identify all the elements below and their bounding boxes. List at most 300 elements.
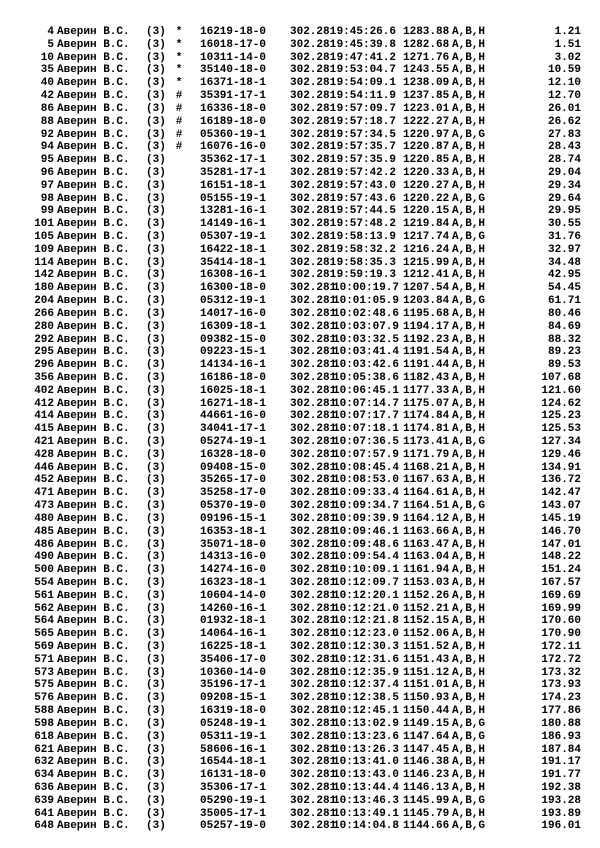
- distance-cell: 302.281: [290, 256, 337, 269]
- speed-cell: 1192.23: [403, 333, 450, 346]
- distance-cell: 302.281: [290, 628, 337, 641]
- class-cell: (3): [146, 205, 166, 218]
- score-cell: 177.86: [541, 705, 581, 718]
- category-cell: A,B,H: [452, 26, 486, 38]
- results-table: [0, 26, 600, 833]
- table-row: [0, 628, 600, 641]
- table-row: [0, 52, 600, 65]
- arrival-time-cell: 9:57:18.7: [336, 115, 396, 128]
- ring-number-cell: 16336-18-0: [200, 102, 267, 115]
- ring-number-cell: 16151-18-1: [200, 179, 267, 192]
- class-cell: (3): [146, 51, 166, 64]
- arrival-time-cell: 10:13:49.1: [333, 807, 400, 820]
- arrival-time-cell: 9:57:44.5: [336, 205, 396, 218]
- class-cell: (3): [146, 794, 166, 807]
- distance-cell: 302.281: [290, 26, 337, 38]
- speed-cell: 1191.44: [403, 359, 450, 372]
- distance-cell: 302.281: [290, 115, 337, 128]
- category-cell: A,B,H: [452, 359, 486, 372]
- score-cell: 193.28: [541, 794, 581, 807]
- fancier-name-cell: Аверин В.С.: [57, 436, 130, 448]
- rank-cell: 421: [34, 436, 54, 448]
- ring-number-cell: 16309-18-1: [200, 320, 267, 333]
- category-cell: A,B,G: [452, 436, 486, 448]
- ring-number-cell: 09223-15-1: [200, 346, 267, 359]
- distance-cell: 302.281: [290, 410, 337, 423]
- score-cell: 88.32: [547, 333, 581, 346]
- fancier-name-cell: Аверин В.С.: [57, 154, 130, 167]
- class-cell: (3): [146, 243, 166, 256]
- category-cell: A,B,H: [452, 666, 486, 679]
- category-cell: A,B,H: [452, 589, 486, 602]
- distance-cell: 302.281: [290, 102, 337, 115]
- arrival-time-cell: 10:08:45.4: [333, 461, 400, 474]
- arrival-time-cell: 9:47:41.2: [336, 51, 396, 64]
- fancier-name-cell: Аверин В.С.: [57, 769, 130, 782]
- table-row: [0, 385, 600, 398]
- ring-number-cell: 05370-19-0: [200, 500, 267, 513]
- fancier-name-cell: Аверин В.С.: [57, 333, 130, 346]
- ring-number-cell: 13281-16-1: [200, 205, 267, 218]
- rank-cell: 573: [34, 666, 54, 679]
- fancier-name-cell: Аверин В.С.: [57, 641, 130, 653]
- class-cell: (3): [146, 576, 166, 589]
- score-cell: 27.83: [547, 128, 581, 141]
- distance-cell: 302.281: [290, 461, 337, 474]
- arrival-time-cell: 9:57:48.2: [336, 218, 396, 231]
- table-row: [0, 462, 600, 475]
- class-cell: (3): [146, 807, 166, 820]
- fancier-name-cell: Аверин В.С.: [57, 51, 130, 64]
- table-row: [0, 398, 600, 411]
- rank-cell: 5: [47, 38, 54, 51]
- distance-cell: 302.281: [290, 154, 337, 167]
- table-row: [0, 449, 600, 462]
- class-cell: (3): [146, 641, 166, 653]
- score-cell: 125.53: [541, 423, 581, 436]
- distance-cell: 302.281: [290, 448, 337, 461]
- table-row: [0, 590, 600, 603]
- table-row: [0, 808, 600, 821]
- fancier-name-cell: Аверин В.С.: [57, 141, 130, 154]
- ring-number-cell: 05312-19-1: [200, 295, 267, 308]
- table-row: [0, 244, 600, 257]
- speed-cell: 1182.43: [403, 371, 450, 384]
- speed-cell: 1237.85: [403, 90, 450, 103]
- rank-cell: 98: [40, 192, 54, 205]
- table-row: [0, 692, 600, 705]
- table-row: [0, 474, 600, 487]
- category-cell: A,B,H: [452, 628, 486, 641]
- class-cell: (3): [146, 410, 166, 423]
- score-cell: 151.24: [541, 564, 581, 577]
- class-cell: (3): [146, 538, 166, 551]
- speed-cell: 1164.51: [403, 500, 450, 513]
- score-cell: 172.11: [541, 641, 581, 653]
- score-cell: 125.23: [541, 410, 581, 423]
- distance-cell: 302.281: [290, 436, 337, 448]
- ring-number-cell: 16025-18-1: [200, 384, 267, 397]
- fancier-name-cell: Аверин В.С.: [57, 538, 130, 551]
- class-cell: (3): [146, 141, 166, 154]
- arrival-time-cell: 10:09:46.1: [333, 525, 400, 538]
- fancier-name-cell: Аверин В.С.: [57, 359, 130, 372]
- fancier-name-cell: Аверин В.С.: [57, 269, 130, 282]
- speed-cell: 1220.85: [403, 154, 450, 167]
- table-row: [0, 654, 600, 667]
- speed-cell: 1153.03: [403, 576, 450, 589]
- arrival-time-cell: 10:09:34.7: [333, 500, 400, 513]
- category-cell: A,B,H: [452, 641, 486, 653]
- fancier-name-cell: Аверин В.С.: [57, 205, 130, 218]
- arrival-time-cell: 9:57:09.7: [336, 102, 396, 115]
- table-row: [0, 500, 600, 513]
- speed-cell: 1146.13: [403, 781, 450, 794]
- rank-cell: 428: [34, 448, 54, 461]
- arrival-time-cell: 9:45:39.8: [336, 38, 396, 51]
- rank-cell: 632: [34, 756, 54, 769]
- ring-number-cell: 16219-18-0: [200, 26, 267, 38]
- ring-number-cell: 05155-19-1: [200, 192, 267, 205]
- rank-cell: 95: [40, 154, 54, 167]
- distance-cell: 302.281: [290, 666, 337, 679]
- speed-cell: 1217.74: [403, 231, 450, 243]
- score-cell: 124.62: [541, 397, 581, 410]
- rank-cell: 280: [34, 320, 54, 333]
- class-cell: (3): [146, 820, 166, 833]
- speed-cell: 1164.61: [403, 487, 450, 500]
- table-row: [0, 321, 600, 334]
- distance-cell: 302.281: [290, 512, 337, 525]
- distance-cell: 302.281: [290, 807, 337, 820]
- class-cell: (3): [146, 295, 166, 308]
- distance-cell: 302.281: [290, 359, 337, 372]
- speed-cell: 1220.97: [403, 128, 450, 141]
- speed-cell: 1152.06: [403, 628, 450, 641]
- class-cell: (3): [146, 474, 166, 487]
- fancier-name-cell: Аверин В.С.: [57, 77, 130, 90]
- rank-cell: 561: [34, 589, 54, 602]
- speed-cell: 1220.87: [403, 141, 450, 154]
- score-cell: 29.64: [547, 192, 581, 205]
- speed-cell: 1151.12: [403, 666, 450, 679]
- fancier-name-cell: Аверин В.С.: [57, 115, 130, 128]
- table-row: [0, 26, 600, 39]
- fancier-name-cell: Аверин В.С.: [57, 128, 130, 141]
- rank-cell: 10: [40, 51, 54, 64]
- class-cell: (3): [146, 128, 166, 141]
- distance-cell: 302.281: [290, 64, 337, 77]
- category-cell: A,B,H: [452, 64, 486, 77]
- speed-cell: 1152.26: [403, 589, 450, 602]
- class-cell: (3): [146, 359, 166, 372]
- ring-number-cell: 14260-16-1: [200, 602, 267, 615]
- category-cell: A,B,H: [452, 256, 486, 269]
- arrival-time-cell: 9:59:19.3: [336, 269, 396, 282]
- ring-number-cell: 16189-18-0: [200, 115, 267, 128]
- arrival-time-cell: 10:08:53.0: [333, 474, 400, 487]
- speed-cell: 1151.43: [403, 653, 450, 666]
- table-row: [0, 410, 600, 423]
- table-row: [0, 180, 600, 193]
- ring-number-cell: 16353-18-1: [200, 525, 267, 538]
- rank-cell: 88: [40, 115, 54, 128]
- ring-number-cell: 35258-17-0: [200, 487, 267, 500]
- ring-number-cell: 34041-17-1: [200, 423, 267, 436]
- arrival-time-cell: 9:58:32.2: [336, 243, 396, 256]
- rank-cell: 101: [34, 218, 54, 231]
- class-cell: (3): [146, 448, 166, 461]
- category-cell: A,B,H: [452, 756, 486, 769]
- rank-cell: 565: [34, 628, 54, 641]
- speed-cell: 1219.84: [403, 218, 450, 231]
- rank-cell: 295: [34, 346, 54, 359]
- distance-cell: 302.281: [290, 166, 337, 179]
- category-cell: A,B,G: [452, 295, 486, 308]
- table-row: [0, 77, 600, 90]
- score-cell: 170.60: [541, 615, 581, 628]
- rank-cell: 414: [34, 410, 54, 423]
- ring-number-cell: 16186-18-0: [200, 371, 267, 384]
- ring-number-cell: 10604-14-0: [200, 589, 267, 602]
- distance-cell: 302.281: [290, 679, 337, 692]
- ring-number-cell: 16544-18-1: [200, 756, 267, 769]
- class-cell: (3): [146, 589, 166, 602]
- rank-cell: 500: [34, 564, 54, 577]
- arrival-time-cell: 10:13:41.0: [333, 756, 400, 769]
- fancier-name-cell: Аверин В.С.: [57, 282, 130, 295]
- ring-number-cell: 14064-16-1: [200, 628, 267, 641]
- rank-cell: 96: [40, 166, 54, 179]
- fancier-name-cell: Аверин В.С.: [57, 307, 130, 320]
- score-cell: 193.89: [541, 807, 581, 820]
- arrival-time-cell: 10:12:30.3: [333, 641, 400, 653]
- table-row: [0, 64, 600, 77]
- arrival-time-cell: 10:10:09.1: [333, 564, 400, 577]
- ring-number-cell: 16323-18-1: [200, 576, 267, 589]
- score-cell: 84.69: [547, 320, 581, 333]
- distance-cell: 302.281: [290, 487, 337, 500]
- rank-cell: 576: [34, 692, 54, 705]
- speed-cell: 1223.01: [403, 102, 450, 115]
- class-cell: (3): [146, 371, 166, 384]
- arrival-time-cell: 9:54:09.1: [336, 77, 396, 90]
- fancier-name-cell: Аверин В.С.: [57, 461, 130, 474]
- ring-number-cell: 05290-19-1: [200, 794, 267, 807]
- rank-cell: 292: [34, 333, 54, 346]
- ring-number-cell: 35281-17-1: [200, 166, 267, 179]
- category-cell: A,B,G: [452, 192, 486, 205]
- rank-cell: 446: [34, 461, 54, 474]
- mark-cell: #: [175, 141, 183, 154]
- category-cell: A,B,H: [452, 448, 486, 461]
- distance-cell: 302.281: [290, 38, 337, 51]
- category-cell: A,B,H: [452, 218, 486, 231]
- class-cell: (3): [146, 461, 166, 474]
- ring-number-cell: 16308-16-1: [200, 269, 267, 282]
- speed-cell: 1207.54: [403, 282, 450, 295]
- table-row: [0, 359, 600, 372]
- speed-cell: 1212.41: [403, 269, 450, 282]
- ring-number-cell: 35071-18-0: [200, 538, 267, 551]
- table-row: [0, 705, 600, 718]
- table-row: [0, 116, 600, 129]
- table-row: [0, 526, 600, 539]
- distance-cell: 302.281: [290, 269, 337, 282]
- score-cell: 31.76: [547, 231, 581, 243]
- ring-number-cell: 09196-15-1: [200, 512, 267, 525]
- class-cell: (3): [146, 781, 166, 794]
- arrival-time-cell: 10:07:18.1: [333, 423, 400, 436]
- score-cell: 167.57: [541, 576, 581, 589]
- speed-cell: 1175.07: [403, 397, 450, 410]
- class-cell: (3): [146, 628, 166, 641]
- arrival-time-cell: 10:13:46.3: [333, 794, 400, 807]
- speed-cell: 1220.15: [403, 205, 450, 218]
- ring-number-cell: 16300-18-0: [200, 282, 267, 295]
- rank-cell: 94: [40, 141, 54, 154]
- ring-number-cell: 16225-18-1: [200, 641, 267, 653]
- rank-cell: 114: [34, 256, 54, 269]
- class-cell: (3): [146, 320, 166, 333]
- distance-cell: 302.281: [290, 141, 337, 154]
- category-cell: A,B,G: [452, 717, 486, 730]
- ring-number-cell: 35362-17-1: [200, 154, 267, 167]
- category-cell: A,B,H: [452, 551, 486, 564]
- rank-cell: 571: [34, 653, 54, 666]
- mark-cell: *: [175, 77, 183, 90]
- score-cell: 1.51: [554, 38, 581, 51]
- fancier-name-cell: Аверин В.С.: [57, 615, 130, 628]
- rank-cell: 97: [40, 179, 54, 192]
- category-cell: A,B,G: [452, 500, 486, 513]
- category-cell: A,B,H: [452, 346, 486, 359]
- class-cell: (3): [146, 679, 166, 692]
- fancier-name-cell: Аверин В.С.: [57, 564, 130, 577]
- speed-cell: 1146.23: [403, 769, 450, 782]
- ring-number-cell: 44661-16-0: [200, 410, 267, 423]
- class-cell: (3): [146, 256, 166, 269]
- fancier-name-cell: Аверин В.С.: [57, 38, 130, 51]
- class-cell: (3): [146, 397, 166, 410]
- score-cell: 127.34: [541, 436, 581, 448]
- category-cell: A,B,H: [452, 269, 486, 282]
- arrival-time-cell: 10:03:32.5: [333, 333, 400, 346]
- rank-cell: 266: [34, 307, 54, 320]
- mark-cell: *: [175, 26, 183, 38]
- category-cell: A,B,H: [452, 51, 486, 64]
- score-cell: 29.34: [547, 179, 581, 192]
- score-cell: 34.48: [547, 256, 581, 269]
- table-row: [0, 39, 600, 52]
- distance-cell: 302.281: [290, 717, 337, 730]
- distance-cell: 302.281: [290, 128, 337, 141]
- score-cell: 148.22: [541, 551, 581, 564]
- table-row: [0, 282, 600, 295]
- rank-cell: 641: [34, 807, 54, 820]
- ring-number-cell: 10360-14-0: [200, 666, 267, 679]
- category-cell: A,B,H: [452, 141, 486, 154]
- ring-number-cell: 16131-18-0: [200, 769, 267, 782]
- arrival-time-cell: 9:57:43.6: [336, 192, 396, 205]
- table-row: [0, 551, 600, 564]
- fancier-name-cell: Аверин В.С.: [57, 423, 130, 436]
- speed-cell: 1151.01: [403, 679, 450, 692]
- arrival-time-cell: 10:12:21.0: [333, 602, 400, 615]
- category-cell: A,B,H: [452, 576, 486, 589]
- fancier-name-cell: Аверин В.С.: [57, 102, 130, 115]
- rank-cell: 35: [40, 64, 54, 77]
- rank-cell: 621: [34, 743, 54, 756]
- rank-cell: 636: [34, 781, 54, 794]
- category-cell: A,B,H: [452, 423, 486, 436]
- rank-cell: 415: [34, 423, 54, 436]
- rank-cell: 490: [34, 551, 54, 564]
- arrival-time-cell: 10:03:42.6: [333, 359, 400, 372]
- fancier-name-cell: Аверин В.С.: [57, 346, 130, 359]
- arrival-time-cell: 9:54:11.9: [336, 90, 396, 103]
- fancier-name-cell: Аверин В.С.: [57, 589, 130, 602]
- score-cell: 80.46: [547, 307, 581, 320]
- table-row: [0, 334, 600, 347]
- speed-cell: 1152.21: [403, 602, 450, 615]
- rank-cell: 452: [34, 474, 54, 487]
- score-cell: 26.01: [547, 102, 581, 115]
- score-cell: 12.70: [547, 90, 581, 103]
- ring-number-cell: 09408-15-0: [200, 461, 267, 474]
- rank-cell: 564: [34, 615, 54, 628]
- category-cell: A,B,H: [452, 705, 486, 718]
- class-cell: (3): [146, 346, 166, 359]
- speed-cell: 1151.52: [403, 641, 450, 653]
- score-cell: 186.93: [541, 730, 581, 743]
- category-cell: A,B,H: [452, 807, 486, 820]
- rank-cell: 412: [34, 397, 54, 410]
- category-cell: A,B,G: [452, 820, 486, 833]
- arrival-time-cell: 9:45:26.6: [336, 26, 396, 38]
- distance-cell: 302.281: [290, 641, 337, 653]
- score-cell: 26.62: [547, 115, 581, 128]
- class-cell: (3): [146, 166, 166, 179]
- speed-cell: 1150.44: [403, 705, 450, 718]
- class-cell: (3): [146, 90, 166, 103]
- ring-number-cell: 14313-16-0: [200, 551, 267, 564]
- class-cell: (3): [146, 692, 166, 705]
- score-cell: 169.69: [541, 589, 581, 602]
- table-row: [0, 205, 600, 218]
- class-cell: (3): [146, 756, 166, 769]
- score-cell: 54.45: [547, 282, 581, 295]
- speed-cell: 1145.99: [403, 794, 450, 807]
- class-cell: (3): [146, 154, 166, 167]
- distance-cell: 302.281: [290, 231, 337, 243]
- score-cell: 29.04: [547, 166, 581, 179]
- rank-cell: 485: [34, 525, 54, 538]
- speed-cell: 1144.66: [403, 820, 450, 833]
- distance-cell: 302.281: [290, 576, 337, 589]
- fancier-name-cell: Аверин В.С.: [57, 448, 130, 461]
- ring-number-cell: 05307-19-1: [200, 231, 267, 243]
- category-cell: A,B,G: [452, 794, 486, 807]
- arrival-time-cell: 10:09:39.9: [333, 512, 400, 525]
- ring-number-cell: 35406-17-0: [200, 653, 267, 666]
- speed-cell: 1271.76: [403, 51, 450, 64]
- ring-number-cell: 05248-19-1: [200, 717, 267, 730]
- fancier-name-cell: Аверин В.С.: [57, 243, 130, 256]
- table-row: [0, 257, 600, 270]
- fancier-name-cell: Аверин В.С.: [57, 705, 130, 718]
- table-row: [0, 154, 600, 167]
